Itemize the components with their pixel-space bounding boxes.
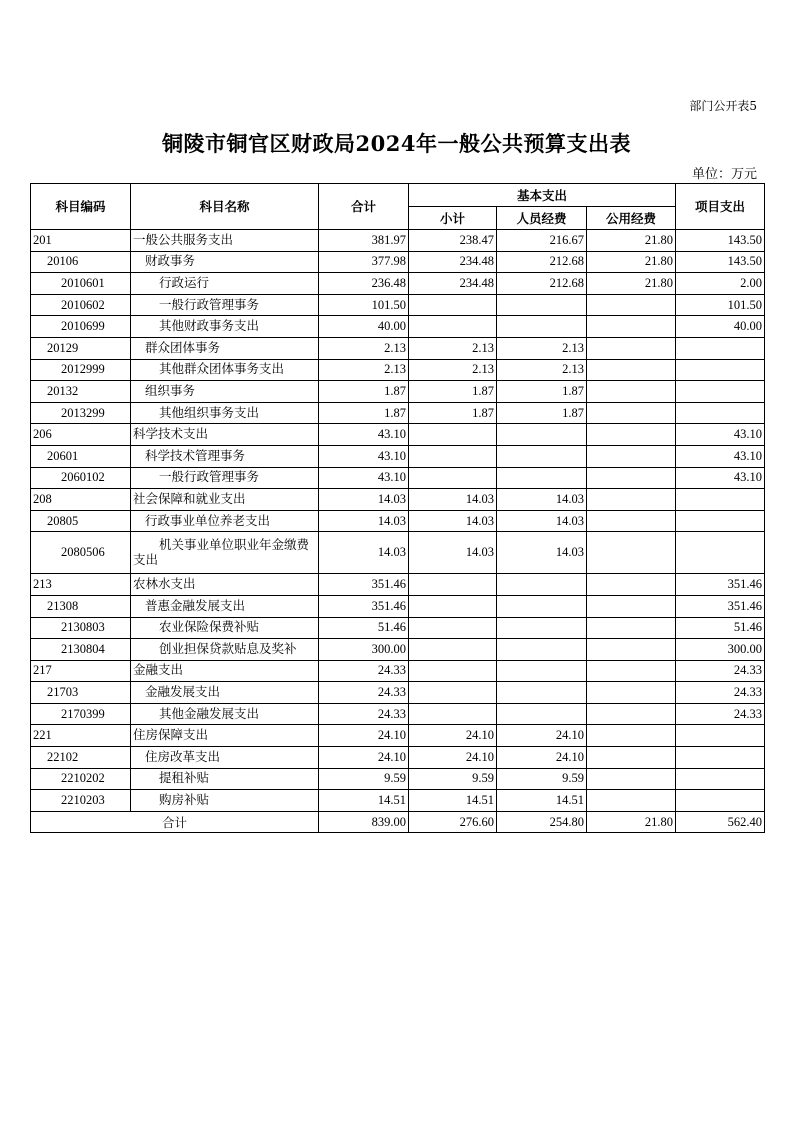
cell-total: 43.10	[319, 467, 409, 489]
cell-public	[587, 337, 676, 359]
cell-subtotal	[409, 617, 497, 639]
cell-personnel: 2.13	[497, 337, 587, 359]
cell-total: 2.13	[319, 337, 409, 359]
cell-public	[587, 359, 676, 381]
cell-total: 24.33	[319, 703, 409, 725]
cell-subtotal: 14.03	[409, 510, 497, 532]
table-row	[31, 574, 765, 596]
cell-project: 143.50	[676, 251, 765, 273]
cell-code: 2013299	[31, 402, 131, 424]
cell-subtotal: 238.47	[409, 230, 497, 252]
cell-personnel	[497, 574, 587, 596]
cell-public	[587, 510, 676, 532]
header-code: 科目编码	[31, 184, 131, 230]
cell-public	[587, 595, 676, 617]
cell-total: 43.10	[319, 424, 409, 446]
cell-public	[587, 639, 676, 661]
cell-name: 购房补贴	[131, 790, 319, 812]
cell-project	[676, 337, 765, 359]
cell-project	[676, 381, 765, 403]
cell-personnel	[497, 467, 587, 489]
cell-project	[676, 489, 765, 511]
cell-total: 14.03	[319, 510, 409, 532]
cell-subtotal	[409, 660, 497, 682]
table-row	[31, 532, 765, 574]
cell-name: 财政事务	[131, 251, 319, 273]
cell-subtotal: 2.13	[409, 359, 497, 381]
table-row	[31, 251, 765, 273]
cell-public	[587, 532, 676, 574]
cell-name: 一般行政管理事务	[131, 294, 319, 316]
table-row	[31, 660, 765, 682]
cell-project: 43.10	[676, 424, 765, 446]
cell-subtotal: 234.48	[409, 273, 497, 295]
cell-personnel: 216.67	[497, 230, 587, 252]
cell-project: 300.00	[676, 639, 765, 661]
cell-project: 24.33	[676, 703, 765, 725]
cell-public	[587, 617, 676, 639]
cell-total: 377.98	[319, 251, 409, 273]
cell-subtotal: 2.13	[409, 337, 497, 359]
total-project: 562.40	[676, 811, 765, 833]
cell-name: 科学技术支出	[131, 424, 319, 446]
cell-code: 201	[31, 230, 131, 252]
cell-public	[587, 703, 676, 725]
cell-personnel: 2.13	[497, 359, 587, 381]
cell-total: 300.00	[319, 639, 409, 661]
cell-subtotal: 9.59	[409, 768, 497, 790]
cell-name: 住房保障支出	[131, 725, 319, 747]
cell-personnel: 1.87	[497, 402, 587, 424]
cell-subtotal	[409, 445, 497, 467]
cell-public	[587, 660, 676, 682]
cell-code: 21703	[31, 682, 131, 704]
cell-name: 农业保险保费补贴	[131, 617, 319, 639]
cell-code: 213	[31, 574, 131, 596]
cell-total: 351.46	[319, 595, 409, 617]
cell-subtotal: 24.10	[409, 747, 497, 769]
cell-personnel: 24.10	[497, 747, 587, 769]
cell-total: 40.00	[319, 316, 409, 338]
table-row	[31, 424, 765, 446]
cell-public	[587, 725, 676, 747]
cell-public	[587, 790, 676, 812]
cell-subtotal	[409, 574, 497, 596]
total-personnel: 254.80	[497, 811, 587, 833]
document-tag: 部门公开表5	[689, 99, 757, 113]
header-total: 合计	[319, 184, 409, 230]
cell-code: 2010602	[31, 294, 131, 316]
table-row	[31, 489, 765, 511]
table-row	[31, 768, 765, 790]
cell-personnel: 1.87	[497, 381, 587, 403]
budget-table	[30, 183, 765, 833]
cell-code: 2012999	[31, 359, 131, 381]
cell-subtotal	[409, 467, 497, 489]
cell-project: 351.46	[676, 595, 765, 617]
table-row	[31, 337, 765, 359]
cell-code: 206	[31, 424, 131, 446]
cell-project: 2.00	[676, 273, 765, 295]
table-row	[31, 467, 765, 489]
cell-total: 1.87	[319, 402, 409, 424]
cell-name: 科学技术管理事务	[131, 445, 319, 467]
cell-subtotal: 24.10	[409, 725, 497, 747]
cell-personnel: 14.03	[497, 532, 587, 574]
table-row	[31, 595, 765, 617]
cell-total: 9.59	[319, 768, 409, 790]
cell-total: 24.10	[319, 747, 409, 769]
cell-project	[676, 747, 765, 769]
cell-total: 381.97	[319, 230, 409, 252]
total-label: 合计	[31, 811, 319, 833]
cell-total: 2.13	[319, 359, 409, 381]
cell-code: 20601	[31, 445, 131, 467]
cell-personnel	[497, 424, 587, 446]
cell-name: 住房改革支出	[131, 747, 319, 769]
cell-code: 2130803	[31, 617, 131, 639]
cell-total: 14.03	[319, 489, 409, 511]
cell-total: 24.33	[319, 660, 409, 682]
table-row	[31, 790, 765, 812]
cell-public	[587, 467, 676, 489]
header-subtotal: 小计	[409, 207, 497, 230]
cell-code: 2060102	[31, 467, 131, 489]
cell-total: 43.10	[319, 445, 409, 467]
cell-code: 2210203	[31, 790, 131, 812]
total-public: 21.80	[587, 811, 676, 833]
cell-total: 14.03	[319, 532, 409, 574]
cell-personnel	[497, 703, 587, 725]
cell-name: 行政运行	[131, 273, 319, 295]
cell-personnel	[497, 682, 587, 704]
cell-code: 2010601	[31, 273, 131, 295]
cell-code: 22102	[31, 747, 131, 769]
cell-personnel	[497, 617, 587, 639]
cell-project	[676, 359, 765, 381]
cell-project	[676, 532, 765, 574]
cell-code: 2080506	[31, 532, 131, 574]
cell-name: 行政事业单位养老支出	[131, 510, 319, 532]
total-row	[31, 811, 765, 833]
cell-code: 20129	[31, 337, 131, 359]
cell-subtotal	[409, 595, 497, 617]
cell-name: 群众团体事务	[131, 337, 319, 359]
cell-project: 24.33	[676, 660, 765, 682]
cell-subtotal	[409, 703, 497, 725]
cell-public	[587, 402, 676, 424]
cell-name: 其他组织事务支出	[131, 402, 319, 424]
cell-subtotal: 1.87	[409, 402, 497, 424]
cell-code: 221	[31, 725, 131, 747]
cell-public	[587, 574, 676, 596]
cell-public: 21.80	[587, 230, 676, 252]
total-total: 839.00	[319, 811, 409, 833]
table-row	[31, 682, 765, 704]
cell-total: 14.51	[319, 790, 409, 812]
cell-subtotal	[409, 294, 497, 316]
table-body	[31, 230, 765, 812]
table-row	[31, 445, 765, 467]
cell-name: 其他金融发展支出	[131, 703, 319, 725]
cell-personnel	[497, 639, 587, 661]
cell-public	[587, 768, 676, 790]
header-project: 项目支出	[676, 184, 765, 230]
cell-code: 21308	[31, 595, 131, 617]
table-row	[31, 273, 765, 295]
page-title: 铜陵市铜官区财政局2024年一般公共预算支出表	[162, 131, 631, 156]
cell-total: 351.46	[319, 574, 409, 596]
cell-subtotal: 14.51	[409, 790, 497, 812]
cell-code: 2010699	[31, 316, 131, 338]
cell-public	[587, 489, 676, 511]
cell-name: 其他财政事务支出	[131, 316, 319, 338]
cell-project	[676, 768, 765, 790]
cell-public: 21.80	[587, 273, 676, 295]
cell-personnel: 212.68	[497, 273, 587, 295]
cell-code: 2170399	[31, 703, 131, 725]
cell-code: 20106	[31, 251, 131, 273]
cell-total: 24.33	[319, 682, 409, 704]
cell-subtotal	[409, 316, 497, 338]
table-row	[31, 359, 765, 381]
cell-subtotal	[409, 424, 497, 446]
cell-public	[587, 294, 676, 316]
cell-name: 机关事业单位职业年金缴费支出	[131, 532, 319, 574]
table-row	[31, 639, 765, 661]
cell-name: 普惠金融发展支出	[131, 595, 319, 617]
table-row	[31, 747, 765, 769]
unit-label: 单位：万元	[691, 167, 757, 182]
table-row	[31, 381, 765, 403]
cell-personnel: 212.68	[497, 251, 587, 273]
cell-public	[587, 445, 676, 467]
cell-personnel	[497, 445, 587, 467]
cell-name: 一般公共服务支出	[131, 230, 319, 252]
cell-name: 社会保障和就业支出	[131, 489, 319, 511]
cell-code: 217	[31, 660, 131, 682]
cell-name: 其他群众团体事务支出	[131, 359, 319, 381]
cell-personnel	[497, 316, 587, 338]
table-row	[31, 316, 765, 338]
cell-name: 创业担保贷款贴息及奖补	[131, 639, 319, 661]
cell-project: 51.46	[676, 617, 765, 639]
cell-subtotal: 1.87	[409, 381, 497, 403]
cell-project: 43.10	[676, 445, 765, 467]
cell-personnel: 9.59	[497, 768, 587, 790]
cell-public	[587, 381, 676, 403]
cell-public	[587, 747, 676, 769]
cell-project: 24.33	[676, 682, 765, 704]
cell-code: 208	[31, 489, 131, 511]
table-row	[31, 725, 765, 747]
cell-code: 20805	[31, 510, 131, 532]
cell-project: 43.10	[676, 467, 765, 489]
cell-project	[676, 510, 765, 532]
cell-name: 金融发展支出	[131, 682, 319, 704]
table-row	[31, 402, 765, 424]
table-row	[31, 230, 765, 252]
cell-code: 2210202	[31, 768, 131, 790]
table-row	[31, 617, 765, 639]
cell-total: 24.10	[319, 725, 409, 747]
cell-project: 351.46	[676, 574, 765, 596]
cell-public: 21.80	[587, 251, 676, 273]
cell-project	[676, 402, 765, 424]
cell-public	[587, 682, 676, 704]
cell-subtotal: 14.03	[409, 532, 497, 574]
cell-personnel: 24.10	[497, 725, 587, 747]
cell-project: 143.50	[676, 230, 765, 252]
cell-public	[587, 424, 676, 446]
cell-personnel: 14.51	[497, 790, 587, 812]
cell-project: 101.50	[676, 294, 765, 316]
total-subtotal: 276.60	[409, 811, 497, 833]
header-public: 公用经费	[587, 207, 676, 230]
cell-project: 40.00	[676, 316, 765, 338]
cell-subtotal: 14.03	[409, 489, 497, 511]
cell-total: 1.87	[319, 381, 409, 403]
cell-subtotal: 234.48	[409, 251, 497, 273]
cell-subtotal	[409, 682, 497, 704]
cell-subtotal	[409, 639, 497, 661]
cell-name: 金融支出	[131, 660, 319, 682]
table-row	[31, 294, 765, 316]
cell-total: 236.48	[319, 273, 409, 295]
header-name: 科目名称	[131, 184, 319, 230]
table-row	[31, 510, 765, 532]
header-personnel: 人员经费	[497, 207, 587, 230]
cell-personnel	[497, 595, 587, 617]
header-basic: 基本支出	[409, 184, 676, 207]
cell-name: 一般行政管理事务	[131, 467, 319, 489]
cell-name: 提租补贴	[131, 768, 319, 790]
cell-personnel: 14.03	[497, 489, 587, 511]
cell-code: 20132	[31, 381, 131, 403]
cell-project	[676, 790, 765, 812]
cell-name: 组织事务	[131, 381, 319, 403]
cell-personnel	[497, 294, 587, 316]
cell-code: 2130804	[31, 639, 131, 661]
cell-project	[676, 725, 765, 747]
table-row	[31, 703, 765, 725]
cell-total: 101.50	[319, 294, 409, 316]
cell-personnel: 14.03	[497, 510, 587, 532]
cell-public	[587, 316, 676, 338]
cell-personnel	[497, 660, 587, 682]
cell-total: 51.46	[319, 617, 409, 639]
cell-name: 农林水支出	[131, 574, 319, 596]
